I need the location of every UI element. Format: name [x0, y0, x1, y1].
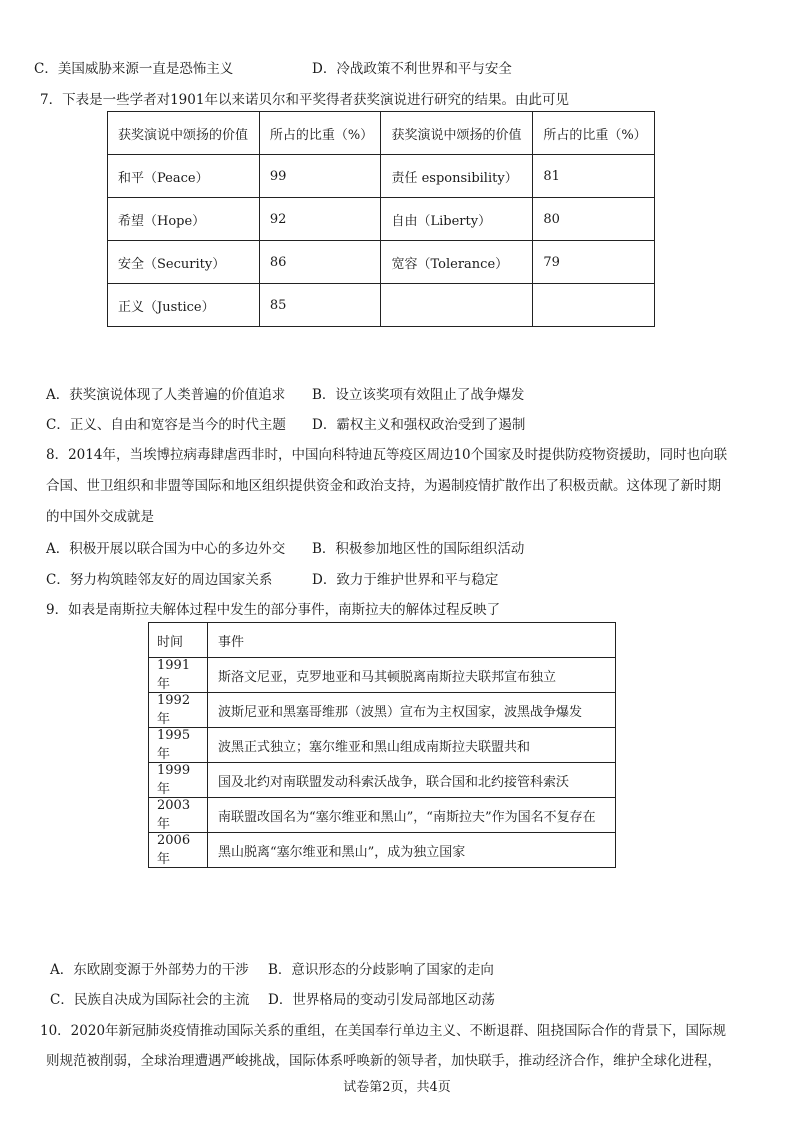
q9-stem: 9．如表是南斯拉夫解体过程中发生的部分事件，南斯拉夫的解体过程反映了: [46, 602, 501, 618]
q9-option-b: B．意识形态的分歧影响了国家的走向: [268, 962, 494, 978]
table-cell: 波黑正式独立；塞尔维亚和黑山组成南斯拉夫联盟共和: [208, 728, 616, 763]
table-cell: 2006年: [149, 833, 208, 868]
table-header: 获奖演说中颂扬的价值: [381, 112, 533, 155]
table-cell: 2003年: [149, 798, 208, 833]
table-row: [149, 693, 616, 728]
table-cell: 和平（Peace）: [108, 155, 260, 198]
table-header: 获奖演说中颂扬的价值: [108, 112, 260, 155]
q8-line-3: 的中国外交成就是: [46, 509, 154, 525]
table-cell: 1995年: [149, 728, 208, 763]
table-cell: 1992年: [149, 693, 208, 728]
table-cell: 希望（Hope）: [108, 198, 260, 241]
table-cell: 86: [259, 241, 381, 284]
table-row: [108, 284, 655, 327]
q8-line-1: 8．2014年，当埃博拉病毒肆虐西非时，中国向科特迪瓦等疫区周边10个国家及时提供防疫物资援助，同时也向联: [46, 447, 728, 463]
table-row: [149, 728, 616, 763]
q8-line-2: 合国、世卫组织和非盟等国际和地区组织提供资金和政治支持，为遏制疫情扩散作出了积极贡献。这体现了新时期: [46, 478, 721, 494]
table-header: 所占的比重（%）: [533, 112, 655, 155]
q7-option-d: D．霸权主义和强权政治受到了遏制: [312, 417, 526, 433]
table-cell: 安全（Security）: [108, 241, 260, 284]
table-cell: 1991年: [149, 658, 208, 693]
table-header: 时间: [149, 623, 208, 658]
q9-option-d: D．世界格局的变动引发局部地区动荡: [268, 992, 495, 1008]
q8-option-b: B．积极参加地区性的国际组织活动: [312, 541, 525, 557]
q10-line-2: 则规范被削弱，全球治理遭遇严峻挑战，国际体系呼唤新的领导者，加快联手，推动经济合作，维护全球化进程，: [46, 1053, 721, 1069]
table-cell: 正义（Justice）: [108, 284, 260, 327]
table-cell: 宽容（Tolerance）: [381, 241, 533, 284]
table-row: [149, 658, 616, 693]
q8-option-a: A．积极开展以联合国为中心的多边外交: [46, 541, 286, 557]
table-cell: 81: [533, 155, 655, 198]
table-cell: 85: [259, 284, 381, 327]
table-header: 所占的比重（%）: [259, 112, 381, 155]
table-cell: 国及北约对南联盟发动科索沃战争，联合国和北约接管科索沃: [208, 763, 616, 798]
q7-option-a: A．获奖演说体现了人类普遍的价值追求: [46, 387, 286, 403]
table-cell: 1999年: [149, 763, 208, 798]
option-c-prev: C．美国威胁来源一直是恐怖主义: [34, 61, 234, 77]
table-header: 事件: [208, 623, 616, 658]
table-header-row: [149, 623, 616, 658]
table-cell: 99: [259, 155, 381, 198]
table-cell: 斯洛文尼亚，克罗地亚和马其顿脱离南斯拉夫联邦宣布独立: [208, 658, 616, 693]
table-row: [108, 198, 655, 241]
table-cell: 黑山脱离“塞尔维亚和黑山”，成为独立国家: [208, 833, 616, 868]
q9-table: [148, 622, 616, 868]
table-row: [108, 241, 655, 284]
table-cell: [533, 284, 655, 327]
table-cell: 80: [533, 198, 655, 241]
q9-option-c: C．民族自决成为国际社会的主流: [50, 992, 250, 1008]
table-row: [149, 798, 616, 833]
q10-line-1: 10．2020年新冠肺炎疫情推动国际关系的重组，在美国奉行单边主义、不断退群、阻挠国际合作的背景下，国际规: [40, 1023, 727, 1039]
q7-stem: 7．下表是一些学者对1901年以来诺贝尔和平奖得者获奖演说进行研究的结果。由此可见: [40, 92, 569, 108]
table-cell: [381, 284, 533, 327]
option-d-prev: D．冷战政策不利世界和平与安全: [312, 61, 512, 77]
table-cell: 南联盟改国名为“塞尔维亚和黑山”，“南斯拉夫”作为国名不复存在: [208, 798, 616, 833]
table-cell: 自由（Liberty）: [381, 198, 533, 241]
table-row: [149, 833, 616, 868]
q7-option-b: B．设立该奖项有效阻止了战争爆发: [312, 387, 525, 403]
q8-option-d: D．致力于维护世界和平与稳定: [312, 572, 499, 588]
table-row: [149, 763, 616, 798]
table-cell: 波斯尼亚和黑塞哥维那（波黑）宣布为主权国家，波黑战争爆发: [208, 693, 616, 728]
q7-table: [107, 111, 655, 327]
table-row: [108, 155, 655, 198]
q7-option-c: C．正义、自由和宽容是当今的时代主题: [46, 417, 286, 433]
table-cell: 责任 esponsibility）: [381, 155, 533, 198]
page-footer: 试卷第2页，共4页: [343, 1080, 451, 1095]
q8-option-c: C．努力构筑睦邻友好的周边国家关系: [46, 572, 273, 588]
q9-option-a: A．东欧剧变源于外部势力的干涉: [50, 962, 249, 978]
table-header-row: [108, 112, 655, 155]
table-cell: 92: [259, 198, 381, 241]
table-cell: 79: [533, 241, 655, 284]
